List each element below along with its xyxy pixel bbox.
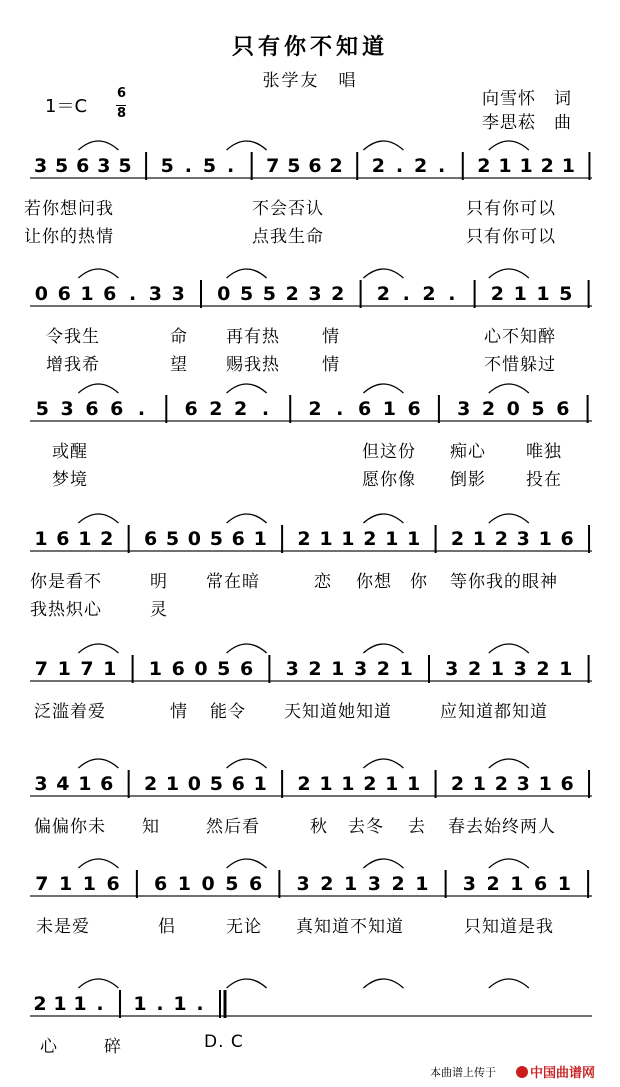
note: 3: [285, 658, 299, 680]
lyric-text: 春去始终两人: [448, 817, 556, 837]
note: 3: [445, 658, 459, 680]
note: 1: [133, 993, 147, 1015]
slur: [227, 859, 267, 868]
note: 1: [253, 528, 267, 550]
lyric-text: 倒影: [450, 470, 486, 490]
note: 5: [160, 155, 174, 177]
note: 1: [82, 873, 96, 895]
lyric-text: 去: [408, 817, 426, 837]
note: 6: [560, 528, 574, 550]
note: 5: [239, 283, 254, 305]
lyric-text: 等你我的眼神: [450, 572, 558, 592]
note: 6: [110, 398, 124, 420]
note: 1: [472, 773, 487, 795]
note: 2: [422, 283, 436, 305]
lyric-text: 只知道是我: [464, 917, 554, 937]
note: 6: [103, 283, 117, 305]
lyric-text: 再有热: [226, 327, 280, 347]
note: 3: [462, 873, 476, 895]
slur: [489, 859, 529, 868]
note: .: [226, 155, 235, 177]
lyric-text: 明: [150, 572, 168, 592]
lyric-text: 不会否认: [252, 199, 324, 219]
note: 6: [534, 873, 548, 895]
lyric-text: 不惜躲过: [484, 355, 556, 375]
note: 1: [382, 398, 396, 420]
note: 1: [498, 155, 512, 177]
note: 1: [80, 283, 94, 305]
lyric-text: 你想: [356, 572, 392, 592]
lyric-text: 我热炽心: [30, 600, 102, 620]
note: 5: [165, 528, 180, 550]
slur: [363, 644, 403, 653]
note: 3: [516, 773, 530, 795]
note: 6: [357, 398, 372, 420]
slur: [78, 514, 118, 523]
note: 6: [249, 873, 263, 895]
lyric-text: 侣: [158, 917, 176, 937]
note: 0: [187, 773, 202, 795]
note: 1: [73, 993, 87, 1015]
note: 7: [35, 873, 49, 895]
note: 2: [331, 283, 345, 305]
note: 6: [239, 658, 254, 680]
slur: [227, 269, 267, 278]
slur: [227, 141, 267, 150]
note: 1: [165, 773, 180, 795]
note: 1: [331, 658, 345, 680]
note: 1: [472, 528, 487, 550]
note: 3: [353, 658, 368, 680]
note: 1: [344, 873, 358, 895]
lyric-text: 泛滥着爱: [34, 702, 106, 722]
slur: [227, 644, 267, 653]
note: 5: [217, 658, 231, 680]
note: 6: [556, 398, 570, 420]
note: 1: [177, 873, 191, 895]
slur: [227, 759, 267, 768]
note: 2: [320, 873, 334, 895]
note: .: [438, 155, 446, 177]
note: 2: [297, 773, 311, 795]
lyric-text: 愿你像: [362, 470, 416, 490]
slur: [363, 141, 403, 150]
note: 4: [56, 773, 70, 795]
slur: [363, 979, 403, 988]
slur: [227, 979, 267, 988]
lyric-text: 但这份: [362, 442, 416, 462]
note: 0: [194, 658, 208, 680]
slur: [489, 514, 529, 523]
lyric-text: 心不知醉: [484, 327, 556, 347]
lyric-text: 唯独: [526, 442, 562, 462]
note: 0: [506, 398, 520, 420]
note: 5: [531, 398, 545, 420]
note: 3: [457, 398, 471, 420]
note: 6: [231, 528, 245, 550]
note: 1: [557, 873, 571, 895]
note: 2: [376, 658, 391, 680]
note: .: [261, 398, 270, 420]
note: .: [137, 398, 146, 420]
note: 2: [486, 873, 500, 895]
note: 1: [415, 873, 429, 895]
lyric-text: 情: [170, 702, 188, 722]
note: 2: [490, 283, 505, 305]
lyric-text: 灵: [150, 600, 168, 620]
lyric-text: 能令: [210, 702, 246, 722]
note: 5: [209, 773, 223, 795]
note: 1: [341, 773, 355, 795]
lyric-text: 知: [142, 817, 160, 837]
note: 2: [329, 155, 343, 177]
note: 1: [538, 528, 552, 550]
note: 1: [173, 993, 187, 1015]
lyric-text: 未是爱: [36, 917, 90, 937]
lyric-text: 令我生: [46, 327, 100, 347]
note: 6: [154, 873, 168, 895]
lyric-text: 只有你可以: [466, 227, 556, 247]
note: 1: [561, 155, 575, 177]
lyric-text: 只有你可以: [466, 199, 556, 219]
note: 2: [540, 155, 554, 177]
lyric-text: 碎: [104, 1037, 122, 1057]
slur: [78, 644, 118, 653]
lyric-text: 望: [170, 355, 188, 375]
note: 2: [413, 155, 428, 177]
note: 1: [341, 528, 355, 550]
slur: [78, 979, 118, 988]
slur: [489, 384, 529, 393]
note: 3: [513, 658, 527, 680]
lyric-text: 天知道她知道: [284, 702, 392, 722]
footer-upload-text: 本曲谱上传于: [430, 1066, 496, 1079]
lyric-text: 投在: [526, 470, 562, 490]
note: .: [128, 283, 137, 305]
note: 5: [559, 283, 573, 305]
slur: [363, 384, 403, 393]
note: 0: [187, 528, 202, 550]
note: 1: [490, 658, 505, 680]
note: 5: [225, 873, 239, 895]
slur: [363, 759, 403, 768]
note: 1: [78, 773, 92, 795]
note: 6: [56, 528, 70, 550]
note: 6: [76, 155, 90, 177]
lyric-text: 常在暗: [206, 572, 260, 592]
note: 2: [450, 528, 465, 550]
note: 6: [407, 398, 421, 420]
lyric-text: 偏偏你未: [34, 817, 106, 837]
slur: [489, 141, 529, 150]
note: 1: [103, 658, 117, 680]
note: 5: [118, 155, 132, 177]
note: 3: [367, 873, 381, 895]
song-title: 只有你不知道: [231, 35, 388, 60]
note: 6: [106, 873, 120, 895]
lyric-text: 梦境: [52, 470, 88, 490]
lyric-text: 你是看不: [30, 572, 102, 592]
lyric-text: 恋: [314, 572, 332, 592]
note: 7: [266, 155, 280, 177]
note: 6: [184, 398, 198, 420]
note: 6: [308, 155, 322, 177]
note: 5: [202, 155, 217, 177]
lyric-text: 若你想问我: [24, 199, 114, 219]
lyric-text: 你: [410, 572, 428, 592]
note: .: [336, 398, 344, 420]
note: 1: [407, 773, 421, 795]
slur: [489, 979, 529, 988]
lyric-text: 赐我热: [226, 355, 280, 375]
lyric-text: 应知道都知道: [440, 702, 548, 722]
lyric-text: 或醒: [52, 442, 88, 462]
note: 2: [481, 398, 496, 420]
lyric-text: 去冬: [348, 817, 384, 837]
lyric-text: 命: [170, 327, 188, 347]
lyric-text: 然后看: [206, 817, 260, 837]
note: .: [196, 993, 204, 1015]
time-signature-top: 6: [117, 86, 127, 101]
lyric-text: D. C: [204, 1032, 244, 1052]
lyric-text: 无论: [226, 917, 262, 937]
note: 1: [385, 528, 399, 550]
slur: [489, 269, 529, 278]
note: 3: [60, 398, 74, 420]
note: 7: [34, 658, 49, 680]
note: 2: [100, 528, 114, 550]
time-signature-bottom: 8: [117, 106, 127, 121]
slur: [489, 759, 529, 768]
note: 1: [510, 873, 524, 895]
slur: [363, 859, 403, 868]
note: 6: [85, 398, 99, 420]
note: 2: [467, 658, 482, 680]
note: 6: [171, 658, 185, 680]
note: 6: [560, 773, 574, 795]
note: 5: [209, 528, 223, 550]
note: 3: [516, 528, 530, 550]
note: 2: [143, 773, 158, 795]
note: 2: [363, 528, 377, 550]
footer-site-name: 中国曲谱网: [530, 1066, 596, 1081]
note: 1: [399, 658, 413, 680]
note: 5: [287, 155, 301, 177]
note: 1: [53, 993, 67, 1015]
lyric-text: 增我希: [46, 355, 100, 375]
note: 3: [171, 283, 185, 305]
lyricist-credit: 向雪怀 词: [482, 89, 572, 109]
note: 1: [513, 283, 527, 305]
note: 1: [148, 658, 163, 680]
slur: [227, 514, 267, 523]
lyric-text: 让你的热情: [24, 227, 114, 247]
note: .: [395, 155, 404, 177]
note: 6: [231, 773, 245, 795]
note: 0: [217, 283, 231, 305]
slur: [78, 141, 118, 150]
note: 3: [34, 773, 48, 795]
lyric-text: 情: [322, 327, 340, 347]
note: 2: [308, 398, 322, 420]
note: 2: [376, 283, 391, 305]
note: 3: [148, 283, 163, 305]
note: 2: [494, 528, 508, 550]
slur: [78, 384, 118, 393]
slur: [227, 384, 267, 393]
slur: [78, 859, 118, 868]
note: 1: [319, 528, 333, 550]
note: .: [402, 283, 410, 305]
note: .: [96, 993, 104, 1015]
note: .: [184, 155, 192, 177]
note: 6: [100, 773, 114, 795]
note: 5: [55, 155, 69, 177]
note: 1: [59, 873, 73, 895]
note: 1: [78, 528, 92, 550]
slur: [78, 269, 118, 278]
lyric-text: 秋: [310, 817, 328, 837]
note: 5: [262, 283, 277, 305]
note: 2: [391, 873, 405, 895]
note: 2: [33, 993, 47, 1015]
note: 3: [33, 155, 48, 177]
note: 6: [143, 528, 158, 550]
note: 1: [34, 528, 48, 550]
note: .: [156, 993, 164, 1015]
note: 1: [559, 658, 573, 680]
note: 3: [308, 283, 322, 305]
note: 1: [57, 658, 71, 680]
note: 2: [234, 398, 248, 420]
singer-credit: 张学友 唱: [262, 71, 358, 91]
note: 7: [80, 658, 94, 680]
note: 3: [97, 155, 111, 177]
note: 2: [308, 658, 322, 680]
note: 2: [363, 773, 377, 795]
note: 6: [57, 283, 71, 305]
note: 0: [201, 873, 215, 895]
lyric-text: 痴心: [450, 442, 486, 462]
lyric-text: 心: [40, 1037, 58, 1057]
note: 2: [371, 155, 385, 177]
note: 2: [450, 773, 465, 795]
note: 2: [285, 283, 299, 305]
lyric-text: 情: [322, 355, 340, 375]
slur: [363, 514, 403, 523]
site-logo-icon: [516, 1066, 528, 1078]
slur: [489, 644, 529, 653]
note: 0: [34, 283, 49, 305]
note: 1: [538, 773, 552, 795]
note: 3: [296, 873, 310, 895]
slur: [78, 759, 118, 768]
note: .: [448, 283, 456, 305]
note: 1: [253, 773, 267, 795]
composer-credit: 李思菘 曲: [482, 113, 572, 133]
key-signature: 1＝C: [45, 96, 88, 117]
note: 5: [35, 398, 50, 420]
note: 2: [494, 773, 508, 795]
note: 2: [536, 658, 550, 680]
note: 2: [297, 528, 311, 550]
lyric-text: 点我生命: [252, 227, 324, 247]
note: 1: [385, 773, 399, 795]
note: 1: [536, 283, 550, 305]
slur: [363, 269, 403, 278]
note: 2: [477, 155, 491, 177]
note: 1: [519, 155, 533, 177]
note: 1: [319, 773, 333, 795]
footer-site-logo[interactable]: [516, 1062, 595, 1081]
note: 2: [209, 398, 223, 420]
note: 1: [407, 528, 421, 550]
lyric-text: 真知道不知道: [296, 917, 404, 937]
